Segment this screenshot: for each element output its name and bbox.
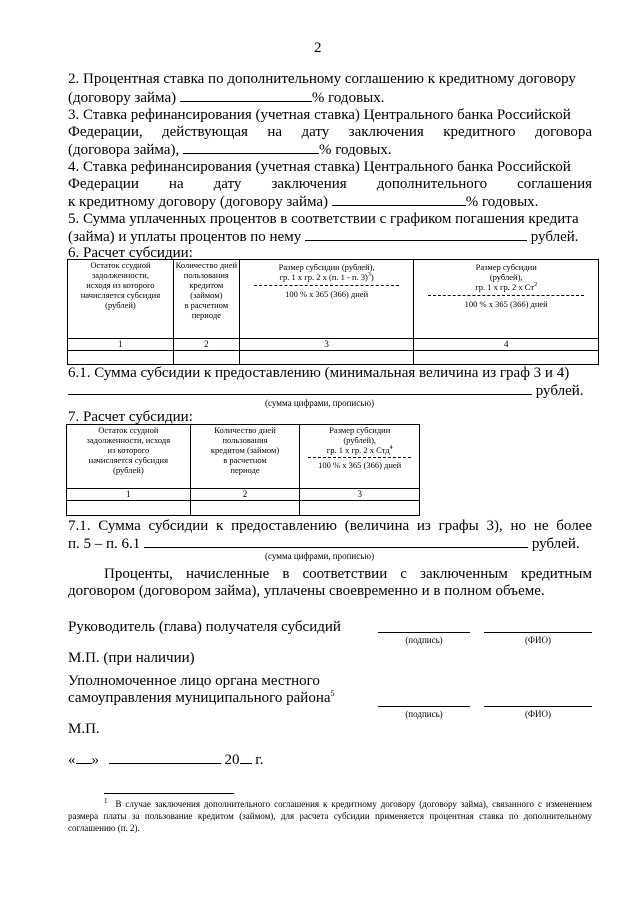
refinance-rate-add-blank[interactable] <box>332 193 466 206</box>
head-sign-line[interactable] <box>378 632 470 633</box>
table7-header-col1: Остаток ссудной задолженности, исходя из которого начисляется субсидия (рублей) <box>67 425 191 489</box>
table6-cell-2[interactable] <box>173 351 239 365</box>
item-7-title: 7. Расчет субсидии: <box>68 409 193 425</box>
item-3-line3: (договора займа), % годовых. <box>68 142 392 158</box>
item-6-1-line2: рублей. <box>68 382 584 400</box>
official-fio-hint: (ФИО) <box>524 709 552 719</box>
page-number: 2 <box>314 40 322 56</box>
subsidy-sum-blank[interactable] <box>68 382 532 395</box>
head-fio-line[interactable] <box>484 632 592 633</box>
footnote-separator <box>104 793 234 794</box>
subsidy-table-7 <box>66 424 420 516</box>
stamp-place-1: М.П. (при наличии) <box>68 650 195 666</box>
table7-cell-1[interactable] <box>67 501 191 516</box>
item-7-1-line1: 7.1. Сумма субсидии к предоставлению (величина из графы 3), но не более <box>68 518 592 534</box>
official-sign-hint: (подпись) <box>405 709 443 719</box>
date-line: « » 20 г. <box>68 752 264 768</box>
table6-header-col2: Количество дней пользования кредитом (займом) в расчетном периоде <box>173 260 239 339</box>
table7-cell-3[interactable] <box>300 501 420 516</box>
subsidy-table-6 <box>67 259 599 365</box>
subsidy-sum-7-blank[interactable] <box>144 535 528 548</box>
interest-paid-blank[interactable] <box>305 228 527 241</box>
head-label: Руководитель (глава) получателя субсидий <box>68 619 341 635</box>
table6-cell-3[interactable] <box>239 351 414 365</box>
item-3-line2: Федерации, действующая на дату заключения кредитного договора <box>68 124 592 140</box>
statement: Проценты, начисленные в соответствии с заключенным кредитным договором (договором займа), уплачены своевременно и в полном объеме. <box>68 566 592 599</box>
table7-num-1: 1 <box>67 489 191 501</box>
item-5-line2: (займа) и уплаты процентов по нему рублей. <box>68 229 579 245</box>
table6-num-1: 1 <box>68 339 174 351</box>
table6-header-col1: Остаток ссудной задолженности, исходя из которого начисляется субсидия (рублей) <box>68 260 174 339</box>
table7-header-col2: Количество дней пользования кредитом (займом) в расчетном периоде <box>190 425 300 489</box>
table7-cell-2[interactable] <box>190 501 300 516</box>
table7-num-3: 3 <box>300 489 420 501</box>
item-2-line2: (договору займа) % годовых. <box>68 90 385 106</box>
stamp-place-2: М.П. <box>68 721 100 737</box>
sum-hint-7: (сумма цифрами, прописью) <box>265 551 375 561</box>
table6-cell-1[interactable] <box>68 351 174 365</box>
sum-hint: (сумма цифрами, прописью) <box>265 398 375 408</box>
item-3-line1: 3. Ставка рефинансирования (учетная ставка) Центрального банка Российской <box>68 107 571 123</box>
official-label-2: самоуправления муниципального района$^5$ <box>68 689 335 706</box>
item-5-line1: 5. Сумма уплаченных процентов в соответствии с графиком погашения кредита <box>68 211 579 227</box>
head-fio-hint: (ФИО) <box>524 635 552 645</box>
date-month-blank[interactable] <box>109 751 221 764</box>
rate-blank[interactable] <box>180 89 312 102</box>
item-6-title: 6. Расчет субсидии: <box>68 245 193 261</box>
date-day-blank[interactable] <box>76 751 92 764</box>
table6-num-2: 2 <box>173 339 239 351</box>
table6-num-3: 3 <box>239 339 414 351</box>
item-4-line2: Федерации на дату заключения дополнительного соглашения <box>68 176 592 192</box>
head-sign-hint: (подпись) <box>405 635 443 645</box>
table7-header-col3: Размер субсидии (рублей), гр. 1 х гр. 2 х Стд$^4$ 100 % х 365 (366) дней <box>300 425 420 489</box>
official-label-1: Уполномоченное лицо органа местного <box>68 673 320 689</box>
table6-header-col4: Размер субсидии (рублей), гр. 1 х гр. 2 х $Ст^2$ 100 % х 365 (366) дней <box>414 260 599 339</box>
item-2-line1: 2. Процентная ставка по дополнительному соглашению к кредитному договору <box>68 71 576 87</box>
official-fio-line[interactable] <box>484 706 592 707</box>
item-4-line3: к кредитному договору (договору займа) % годовых. <box>68 194 539 210</box>
official-sign-line[interactable] <box>378 706 470 707</box>
table7-num-2: 2 <box>190 489 300 501</box>
item-4-line1: 4. Ставка рефинансирования (учетная ставка) Центрального банка Российской <box>68 159 571 175</box>
refinance-rate-blank[interactable] <box>183 141 319 154</box>
table6-header-col3: Размер субсидии (рублей), гр. 1 х гр. 2 х (п. 1 - п. 3)$^3$) 100 % х 365 (366) дней <box>239 260 414 339</box>
item-6-1-line1: 6.1. Сумма субсидии к предоставлению (минимальная величина из граф 3 и 4) <box>68 365 570 381</box>
table6-cell-4[interactable] <box>414 351 599 365</box>
item-7-1-line2: п. 5 – п. 6.1 рублей. <box>68 536 580 552</box>
date-year-blank[interactable] <box>240 751 252 764</box>
table6-num-4: 4 <box>414 339 599 351</box>
footnote: $^1$ В случае заключения дополнительного соглашения к кредитному договору (договору займа), связанного с изменением размера платы за пользование кредитом (займом), для расчета субсидии применяется процентная ставка по дополнительному соглашению (п. 2). <box>68 797 592 833</box>
